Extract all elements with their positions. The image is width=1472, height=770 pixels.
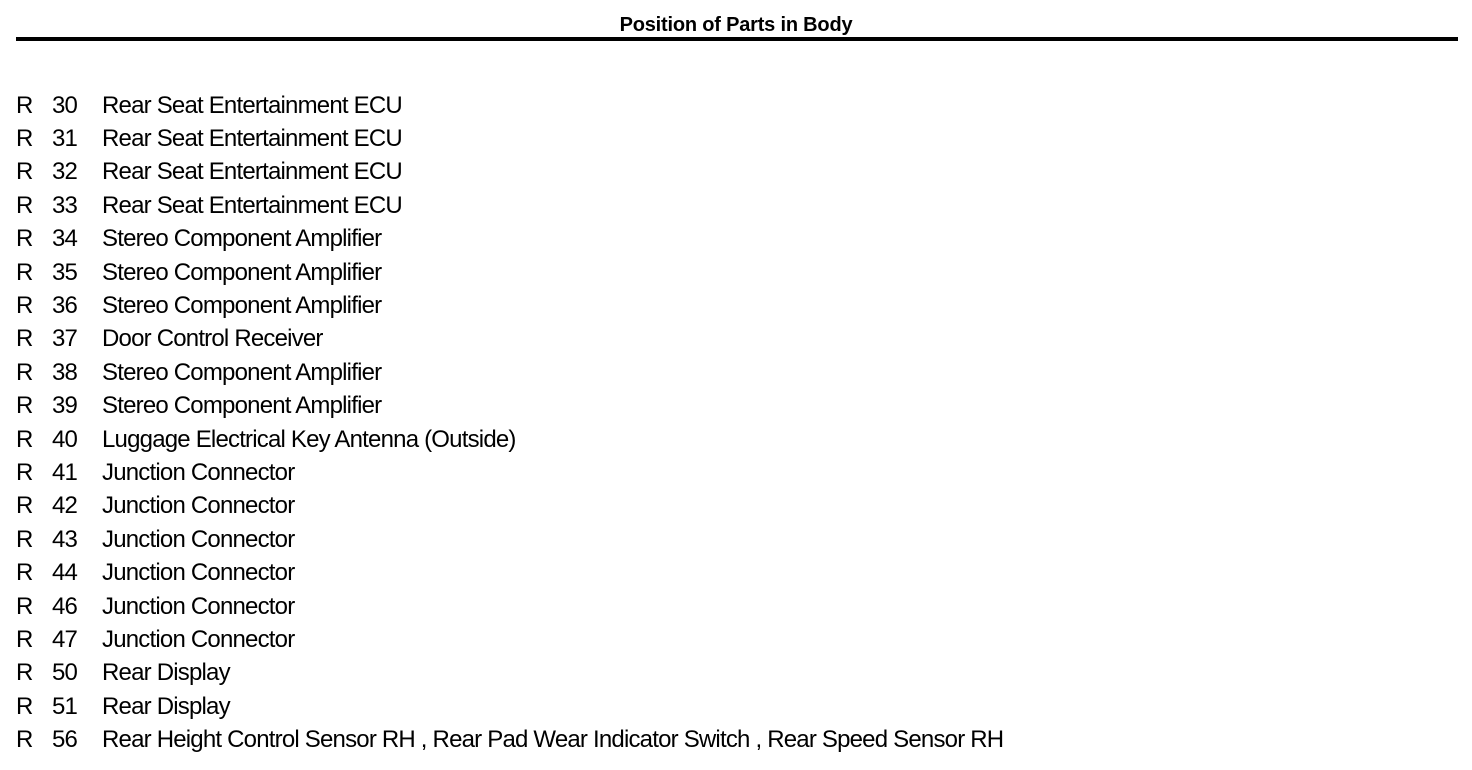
part-number: 41 [52, 458, 78, 486]
part-name: Door Control Receiver [102, 325, 323, 353]
part-prefix: R [16, 458, 33, 486]
part-number: 34 [52, 225, 78, 253]
part-prefix: R [16, 292, 33, 320]
part-name: Luggage Electrical Key Antenna (Outside) [102, 425, 516, 453]
part-prefix: R [16, 91, 33, 119]
part-prefix: R [16, 692, 33, 720]
part-name: Stereo Component Amplifier [102, 292, 382, 320]
part-name: Rear Seat Entertainment ECU [102, 158, 402, 186]
part-prefix: R [16, 191, 33, 219]
part-prefix: R [16, 625, 33, 653]
part-number: 44 [52, 559, 78, 587]
part-name: Rear Seat Entertainment ECU [102, 125, 402, 153]
list-item [14, 657, 1003, 690]
list-item [14, 556, 1003, 589]
part-name: Rear Seat Entertainment ECU [102, 191, 402, 219]
list-item [14, 456, 1003, 489]
list-item [14, 723, 1003, 756]
list-item [14, 423, 1003, 456]
part-number: 56 [52, 726, 78, 754]
part-number: 36 [52, 292, 78, 320]
part-name: Rear Display [102, 692, 230, 720]
title-rule [16, 37, 1458, 41]
list-item [14, 590, 1003, 623]
part-prefix: R [16, 158, 33, 186]
part-number: 30 [52, 91, 78, 119]
list-item [14, 156, 1003, 189]
part-name: Stereo Component Amplifier [102, 258, 382, 286]
list-item [14, 490, 1003, 523]
part-prefix: R [16, 358, 33, 386]
part-number: 43 [52, 525, 78, 553]
part-name: Rear Seat Entertainment ECU [102, 91, 402, 119]
part-name: Junction Connector [102, 492, 295, 520]
part-number: 50 [52, 659, 78, 687]
part-prefix: R [16, 659, 33, 687]
list-item [14, 623, 1003, 656]
part-number: 47 [52, 625, 78, 653]
part-prefix: R [16, 258, 33, 286]
part-number: 51 [52, 692, 78, 720]
list-item [14, 256, 1003, 289]
part-prefix: R [16, 425, 33, 453]
list-item [14, 356, 1003, 389]
part-prefix: R [16, 492, 33, 520]
list-item [14, 390, 1003, 423]
part-prefix: R [16, 325, 33, 353]
part-name: Stereo Component Amplifier [102, 392, 382, 420]
part-name: Junction Connector [102, 592, 295, 620]
part-number: 46 [52, 592, 78, 620]
part-name: Stereo Component Amplifier [102, 358, 382, 386]
part-number: 39 [52, 392, 78, 420]
part-prefix: R [16, 392, 33, 420]
list-item [14, 690, 1003, 723]
part-name: Rear Height Control Sensor RH , Rear Pad Wear Indicator Switch , Rear Speed Sensor RH [102, 726, 1004, 754]
part-name: Junction Connector [102, 525, 295, 553]
part-name: Stereo Component Amplifier [102, 225, 382, 253]
part-number: 35 [52, 258, 78, 286]
part-number: 32 [52, 158, 78, 186]
part-prefix: R [16, 525, 33, 553]
list-item [14, 223, 1003, 256]
list-item [14, 523, 1003, 556]
part-prefix: R [16, 125, 33, 153]
part-name: Junction Connector [102, 559, 295, 587]
part-number: 31 [52, 125, 78, 153]
list-item [14, 122, 1003, 155]
list-item [14, 189, 1003, 222]
page-title: Position of Parts in Body [619, 14, 853, 36]
part-number: 38 [52, 358, 78, 386]
part-name: Junction Connector [102, 458, 295, 486]
part-prefix: R [16, 726, 33, 754]
list-item [14, 89, 1003, 122]
part-number: 33 [52, 191, 78, 219]
part-name: Junction Connector [102, 625, 295, 653]
parts-list [14, 89, 1003, 757]
part-prefix: R [16, 225, 33, 253]
part-name: Rear Display [102, 659, 230, 687]
part-number: 37 [52, 325, 78, 353]
part-prefix: R [16, 592, 33, 620]
part-number: 42 [52, 492, 78, 520]
list-item [14, 289, 1003, 322]
part-number: 40 [52, 425, 78, 453]
part-prefix: R [16, 559, 33, 587]
list-item [14, 323, 1003, 356]
